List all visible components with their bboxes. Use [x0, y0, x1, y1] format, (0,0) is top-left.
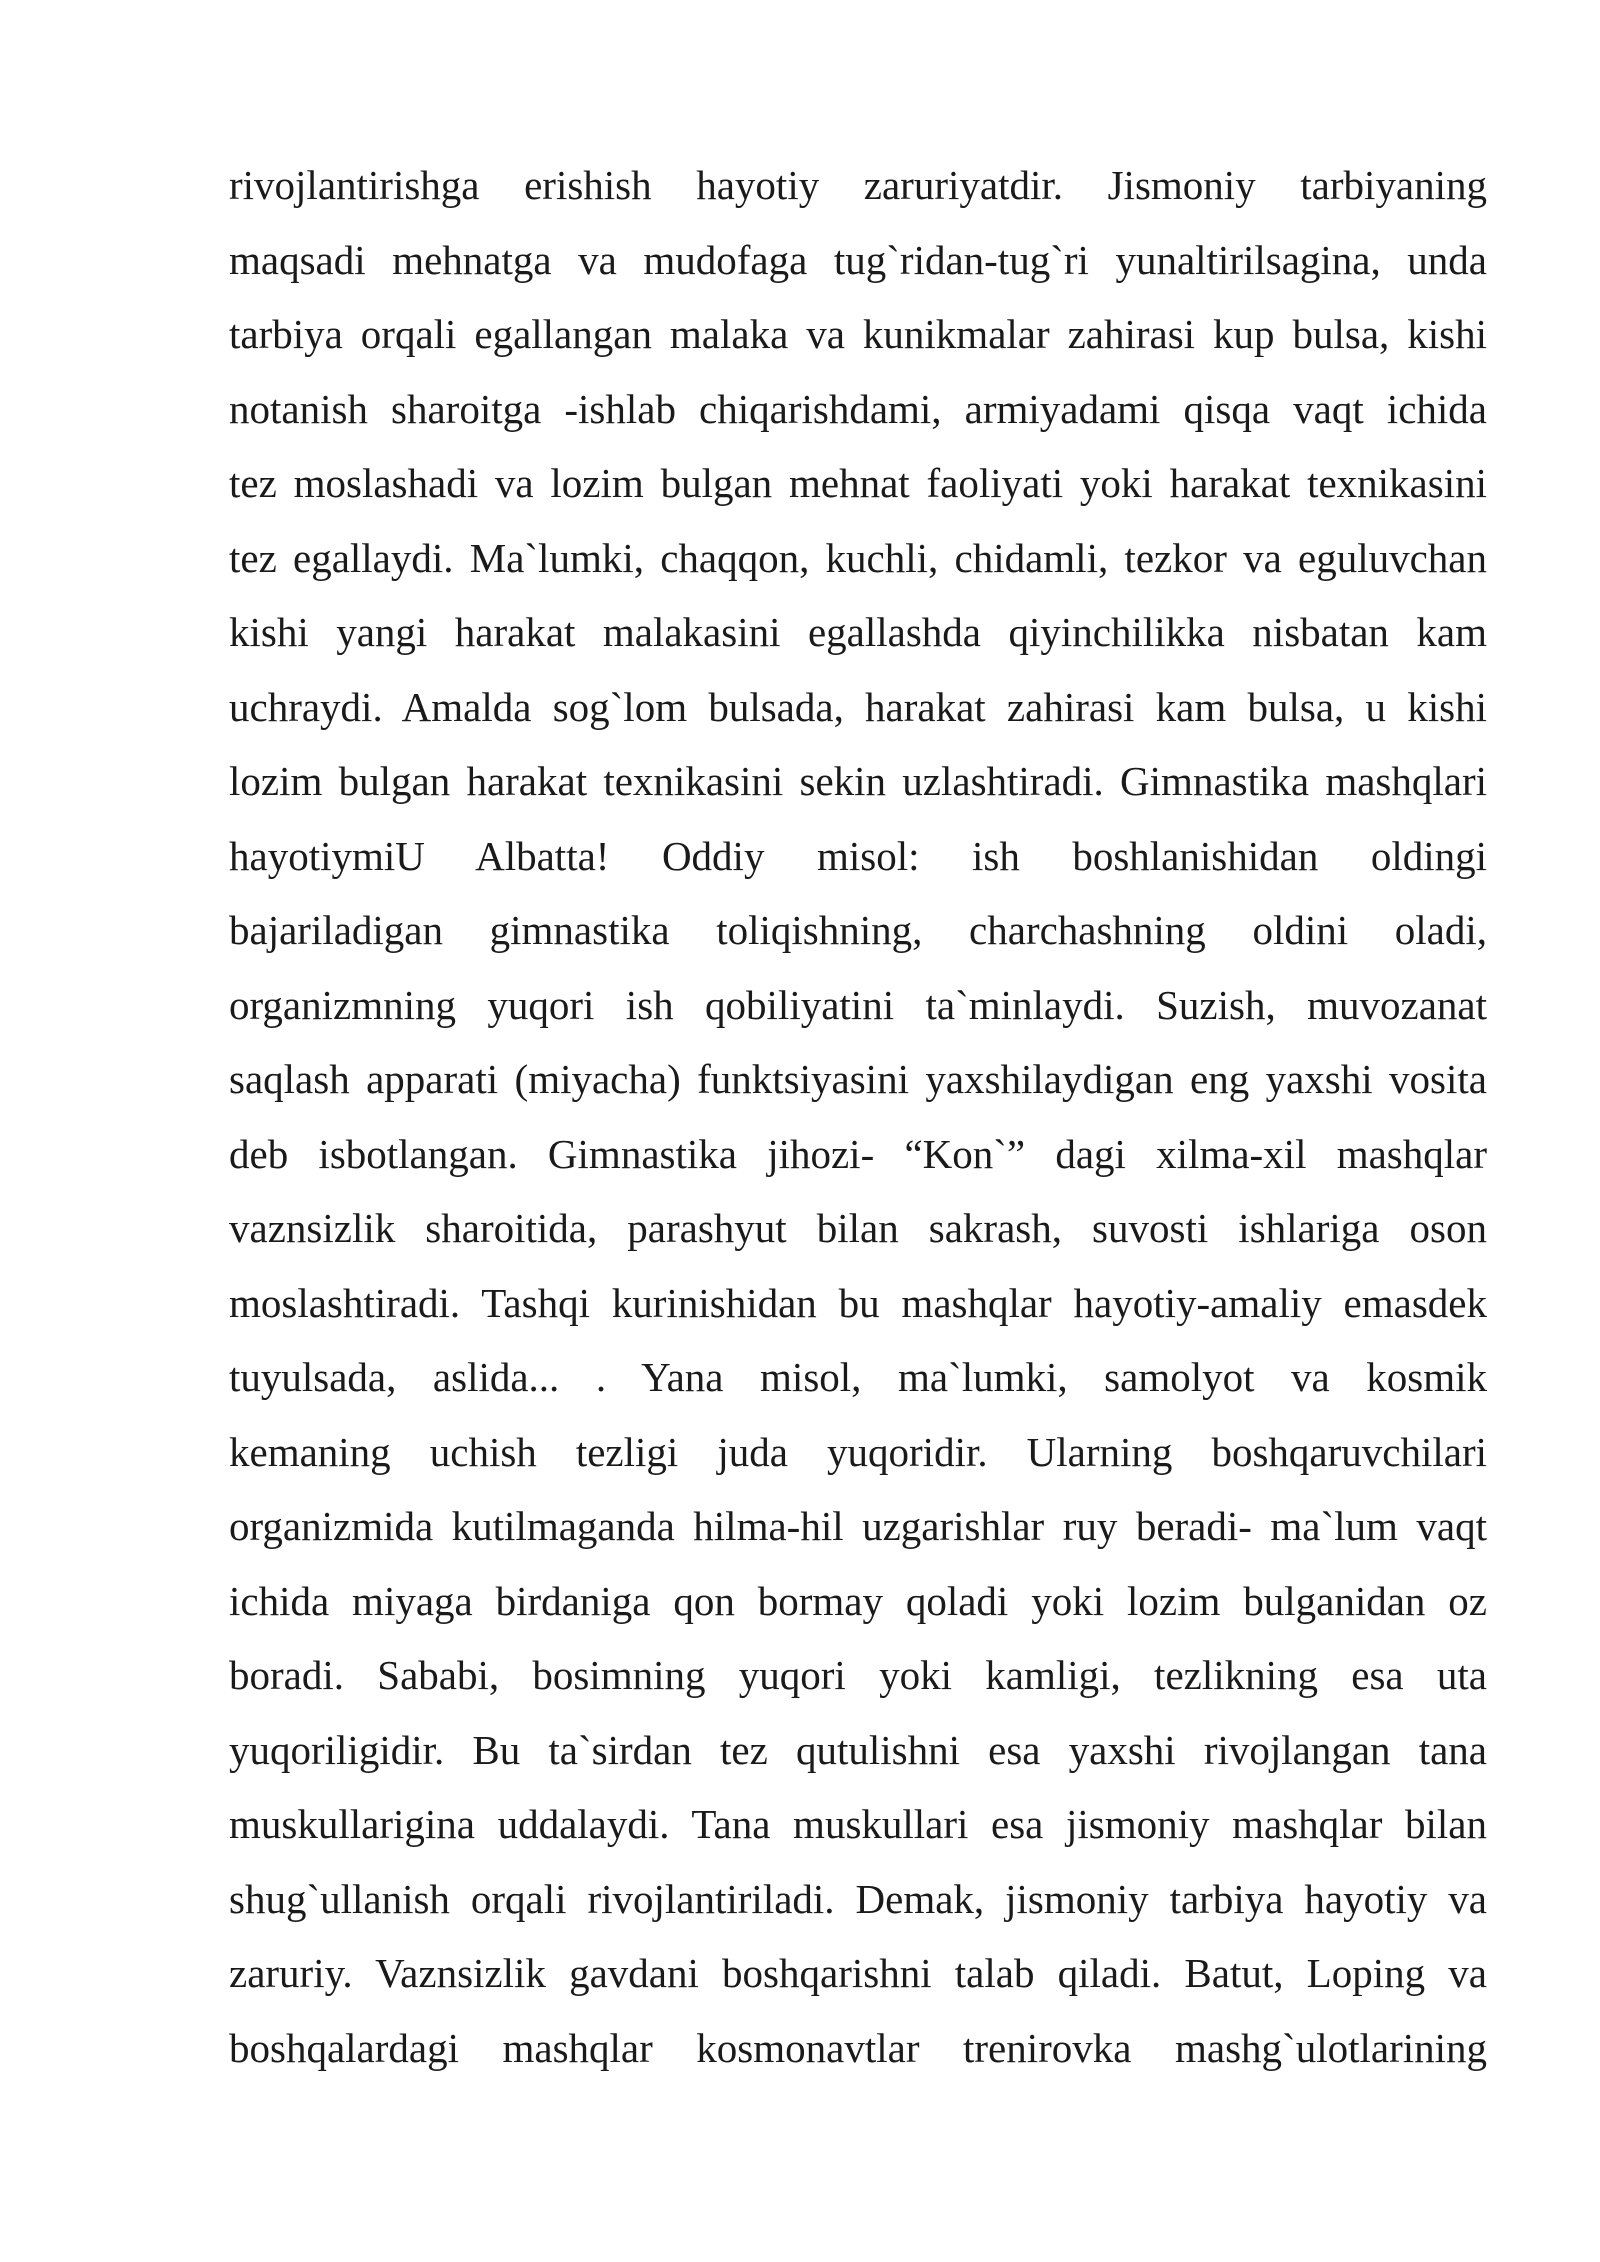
text-line: lozim bulgan harakat texnikasini sekin uzlashtiradi. Gimnastika mashqlari — [229, 758, 1487, 804]
text-line: tez egallaydi. Ma`lumki, chaqqon, kuchli, chidamli, tezkor va eguluvchan — [229, 534, 1487, 581]
text-line: kemaning uchish tezligi juda yuqoridir. Ularning boshqaruvchilari — [229, 1428, 1487, 1475]
text-line: organizmida kutilmaganda hilma-hil uzgarishlar ruy beradi- ma`lum vaqt — [229, 1503, 1487, 1549]
text-line: saqlash apparati (miyacha) funktsiyasini yaxshilaydigan eng yaxshi vosita — [229, 1056, 1487, 1102]
text-line: notanish sharoitga -ishlab chiqarishdami, armiyadami qisqa vaqt ichida — [229, 385, 1487, 432]
text-line: bajariladigan gimnastika toliqishning, charchashning oldini oladi, — [229, 907, 1487, 953]
text-line: kishi yangi harakat malakasini egallashda qiyinchilikka nisbatan kam — [229, 609, 1487, 655]
text-line: vaznsizlik sharoitida, parashyut bilan sakrash, suvosti ishlariga oson — [229, 1205, 1487, 1251]
text-line: organizmning yuqori ish qobiliyatini ta`minlaydi. Suzish, muvozanat — [229, 981, 1487, 1028]
body-paragraph — [229, 148, 1487, 2085]
text-line: tez moslashadi va lozim bulgan mehnat faoliyati yoki harakat texnikasini — [229, 460, 1487, 506]
text-line: shug`ullanish orqali rivojlantiriladi. Demak, jismoniy tarbiya hayotiy va — [229, 1875, 1487, 1922]
text-line: tuyulsada, aslida... . Yana misol, ma`lumki, samolyot va kosmik — [229, 1354, 1487, 1400]
text-line: boshqalardagi mashqlar kosmonavtlar trenirovka mashg`ulotlarining — [229, 2024, 1487, 2071]
text-line: yuqoriligidir. Bu ta`sirdan tez qutulishni esa yaxshi rivojlangan tana — [229, 1726, 1487, 1773]
text-line: ichida miyaga birdaniga qon bormay qoladi yoki lozim bulganidan oz — [229, 1577, 1487, 1624]
text-line: uchraydi. Amalda sog`lom bulsada, harakat zahirasi kam bulsa, u kishi — [229, 683, 1487, 730]
text-line: hayotiymiU Albatta! Oddiy misol: ish boshlanishidan oldingi — [229, 832, 1487, 879]
text-line: tarbiya orqali egallangan malaka va kunikmalar zahirasi kup bulsa, kishi — [229, 311, 1487, 357]
text-line: zaruriy. Vaznsizlik gavdani boshqarishni talab qiladi. Batut, Loping va — [229, 1950, 1487, 1996]
text-line: rivojlantirishga erishish hayotiy zaruriyatdir. Jismoniy tarbiyaning — [229, 162, 1487, 208]
text-line: maqsadi mehnatga va mudofaga tug`ridan-tug`ri yunaltirilsagina, unda — [229, 236, 1487, 283]
text-line: deb isbotlangan. Gimnastika jihozi- “Kon`” dagi xilma-xil mashqlar — [229, 1130, 1487, 1177]
text-line: moslashtiradi. Tashqi kurinishidan bu mashqlar hayotiy-amaliy emasdek — [229, 1279, 1487, 1326]
text-line: boradi. Sababi, bosimning yuqori yoki kamligi, tezlikning esa uta — [229, 1652, 1487, 1698]
text-line: muskullarigina uddalaydi. Tana muskullari esa jismoniy mashqlar bilan — [229, 1801, 1487, 1847]
